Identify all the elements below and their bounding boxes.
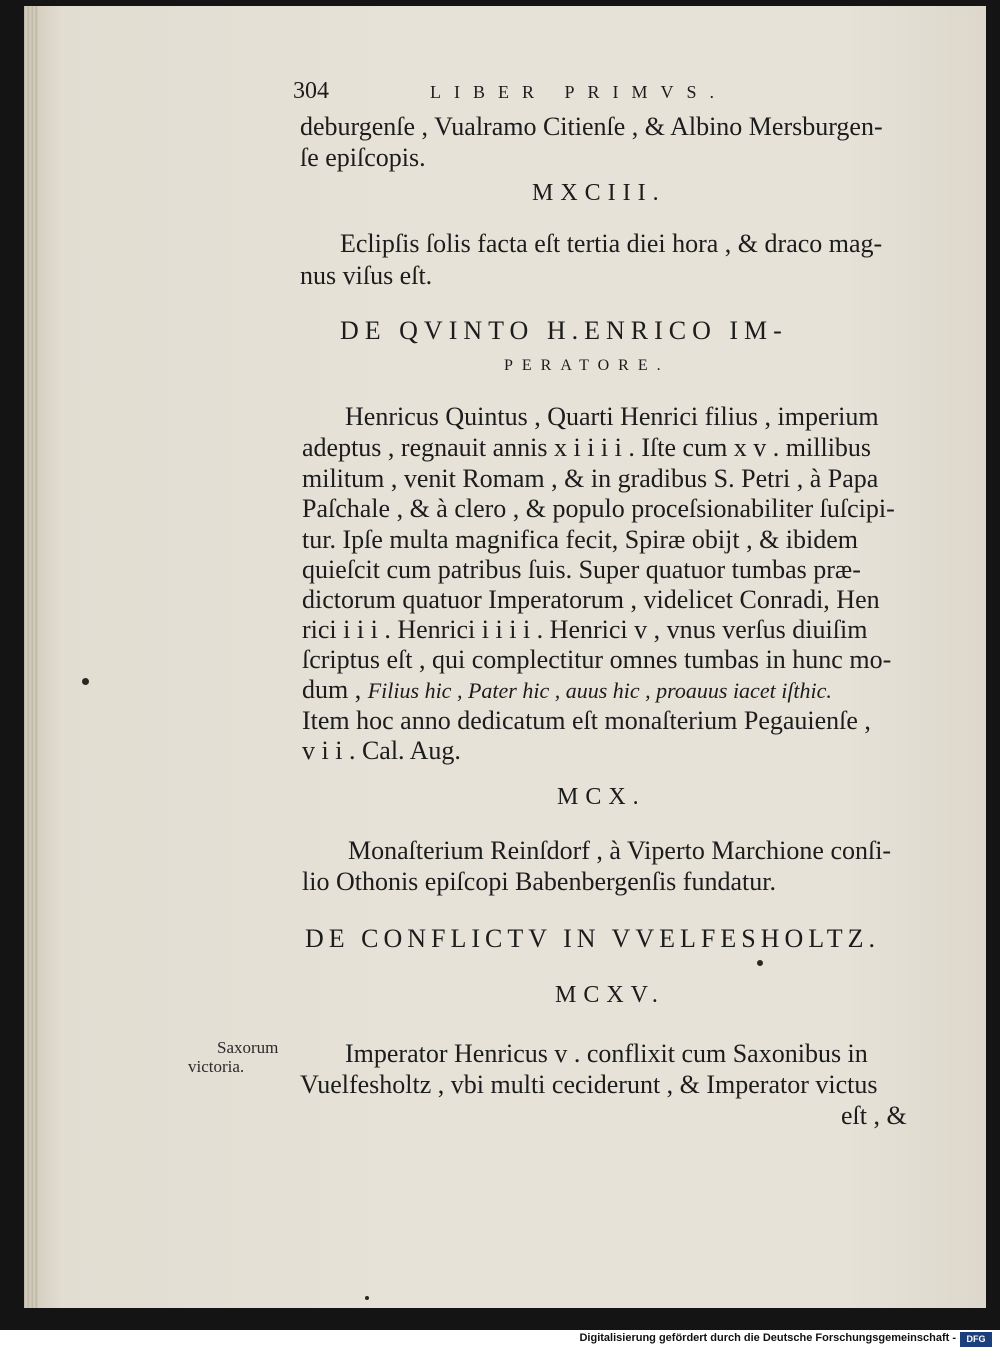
dfg-logo: DFG <box>960 1332 992 1347</box>
text-line: Monaſterium Reinſdorf , à Viperto Marchione conſi- <box>348 836 892 865</box>
catchword: eſt , & <box>841 1101 907 1130</box>
year-heading: MXCIII. <box>532 180 666 206</box>
text-line: Imperator Henricus v . conflixit cum Saxonibus in <box>345 1039 868 1068</box>
text-line-verse <box>302 675 832 705</box>
text-line: quieſcit cum patribus ſuis. Super quatuor tumbas præ- <box>302 555 861 584</box>
margin-note: Saxorum <box>217 1038 279 1057</box>
text-line: v i i . Cal. Aug. <box>302 736 461 765</box>
section-heading: DE QVINTO H.ENRICO IM- <box>340 316 788 345</box>
ink-speck <box>82 678 89 685</box>
text-line: deburgenſe , Vualramo Citienſe , & Albino Mersburgen- <box>300 112 883 141</box>
text-line: nus viſus eſt. <box>300 261 433 290</box>
text-line: tur. Ipſe multa magnifica fecit, Spiræ obijt , & ibidem <box>302 525 859 554</box>
text-line: Item hoc anno dedicatum eſt monaſterium Pegauienſe , <box>302 706 871 735</box>
footer-credit-bar <box>0 1330 1000 1351</box>
ink-speck <box>757 960 763 966</box>
footer-credit-text: Digitalisierung gefördert durch die Deutsche Forschungsgemeinschaft - <box>579 1332 956 1344</box>
text-line: lio Othonis epiſcopi Babenbergenſis fundatur. <box>302 867 776 896</box>
year-heading: MCX. <box>557 784 646 810</box>
text-line: rici i i i . Henrici i i i i . Henrici v , vnus verſus diuiſim <box>302 615 868 644</box>
text-line-prefix: dum , <box>302 675 362 704</box>
text-line: militum , venit Romam , & in gradibus S. Petri , à Papa <box>302 464 879 493</box>
page-number: 304 <box>293 78 329 104</box>
page-edge-gutter <box>24 6 38 1308</box>
section-heading: DE CONFLICTV IN VVELFESHOLTZ. <box>305 924 880 953</box>
text-line: ſe epiſcopis. <box>300 143 426 172</box>
text-line: adeptus , regnauit annis x i i i i . Iſte cum x v . millibus <box>302 433 872 462</box>
text-line: dictorum quatuor Imperatorum , videlicet Conradi, Hen <box>302 585 880 614</box>
text-line: Paſchale , & à clero , & populo proceſsionabiliter ſuſcipi- <box>302 494 895 523</box>
text-line: Vuelfesholtz , vbi multi ceciderunt , & Imperator victus <box>300 1070 878 1099</box>
italic-verse: Filius hic , Pater hic , auus hic , proauus iacet iſthic. <box>367 678 832 703</box>
section-heading-continued: PERATORE. <box>504 357 670 374</box>
text-line: ſcriptus eſt , qui complectitur omnes tumbas in hunc mo- <box>302 645 892 674</box>
ink-speck <box>365 1296 369 1300</box>
margin-note: victoria. <box>188 1057 245 1076</box>
year-heading: MCXV. <box>555 982 665 1008</box>
text-line: Henricus Quintus , Quarti Henrici filius , imperium <box>345 402 879 431</box>
running-head: LIBER PRIMVS. <box>430 82 728 102</box>
text-line: Eclipſis ſolis facta eſt tertia diei hora , & draco mag- <box>340 229 883 258</box>
